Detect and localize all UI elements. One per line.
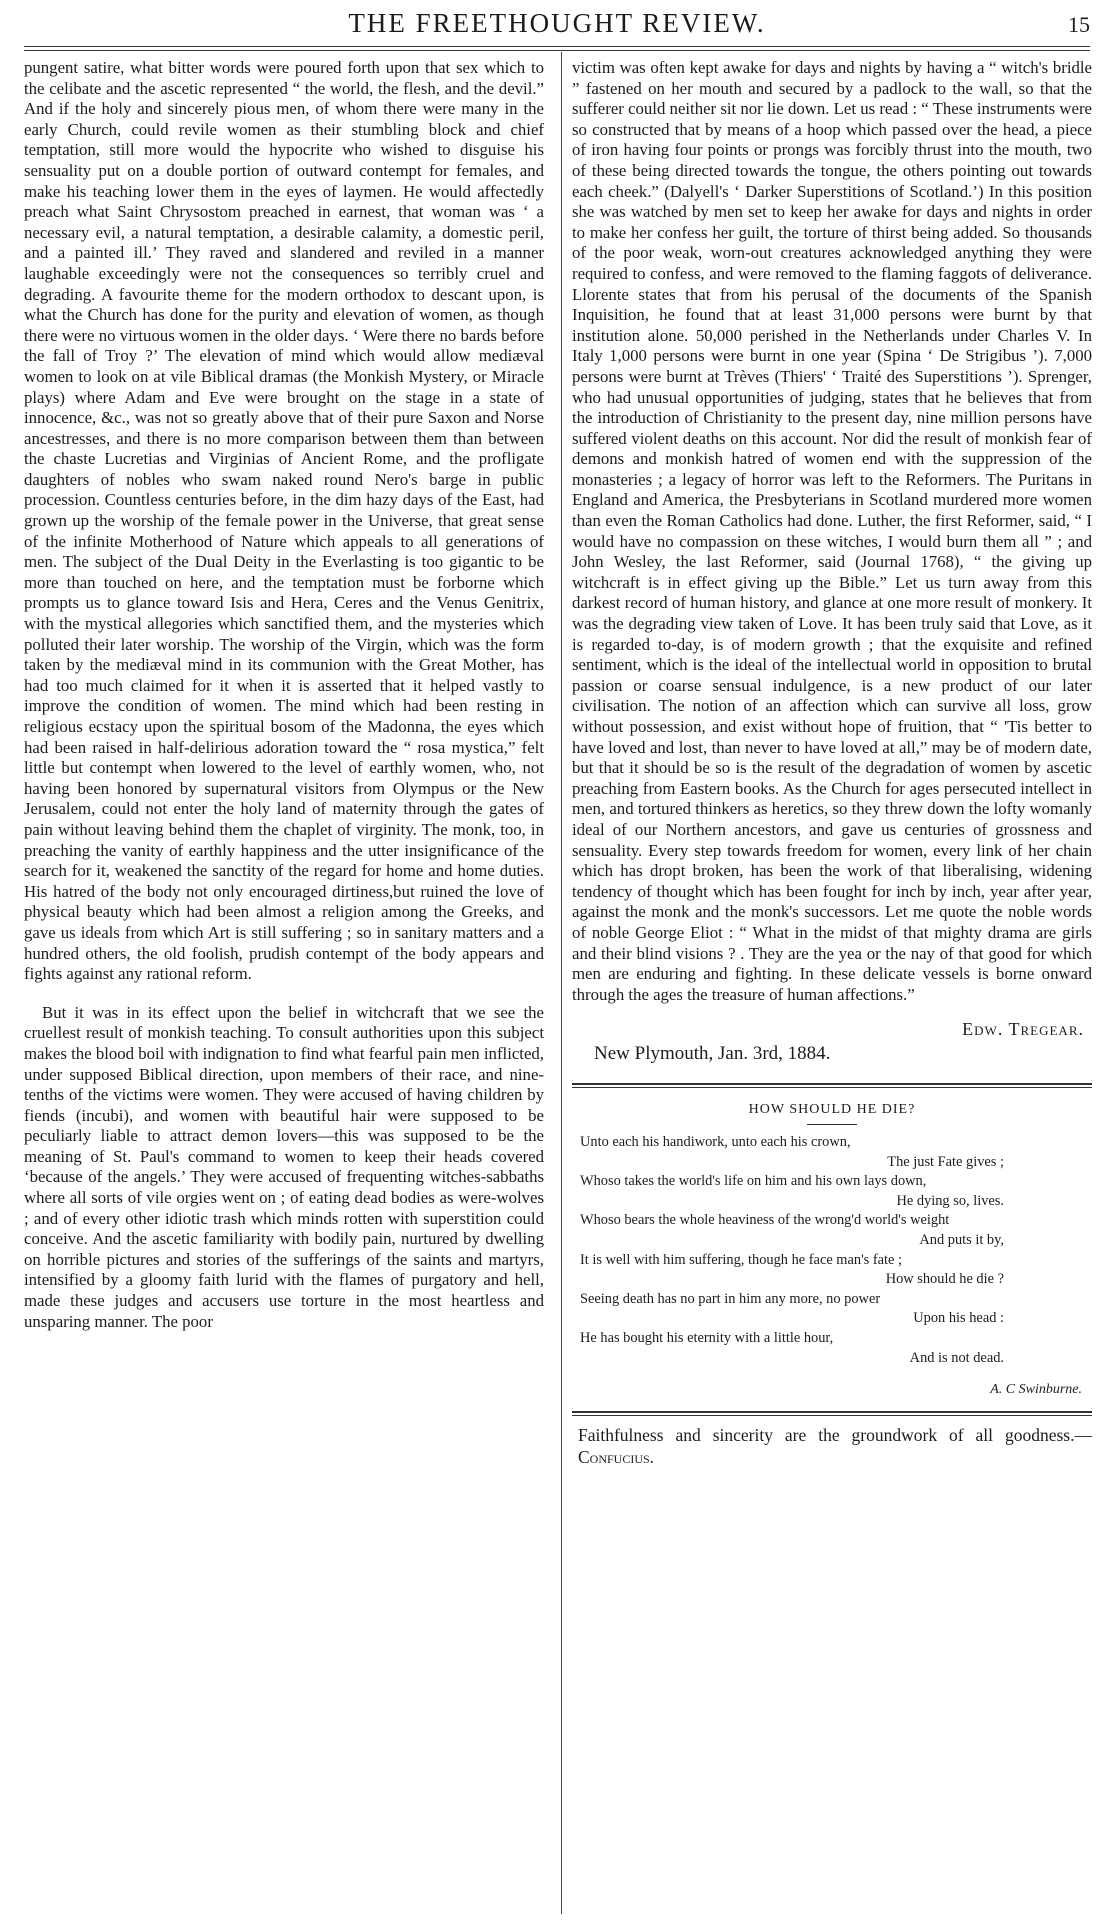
right-paragraph-1: victim was often kept awake for days and nights by having a “ witch's bridle ” fastened on her mouth and secured by a padlock to the wall, so that the sufferer could neither sit nor lie down. Let us read : “ These instruments were so constructed that by means of a hoop which passed over the head, a piece of iron having four points or prongs was forcibly thrust into the mouth, two of these being directed towards the tongue, the others pointing out towards each cheek.” (Dalyell's ‘ Darker Superstitions of Scotland.’) In this position she was watched by men set to keep her awake for days and nights in order to make her confess her guilt, the torture of thirst being added. So thousands of the poor weak, worn-out creatures acknowledged anything they were required to confess, and were removed to the flaming faggots of deliverance. Llorente states that from his perusal of the documents of the Spanish Inquisition, he found that at least 31,000 persons were burnt by that institution alone. 50,000 perished in the Netherlands under Charles V. In Italy 1,000 persons were burnt in one year (Spina ‘ De Strigibus ’). 7,000 persons were burnt at Trèves (Thiers' ‘ Traité des Superstitions ’). Sprenger, who had unusual opportunities of judging, states that he believes that from the introduction of Christianity to the present day, nine million persons have suffered violent deaths on this account. Nor did the result of monkish fear of demons and monkish hatred of women end with the suppression of the monasteries ; a legacy of horror was left to the Reformers. The Puritans in England and America, the Presbyterians in Scotland murdered more women than even the Roman Catholics had done. Luther, the first Reformer, said, “ I would have no compassion on these witches, I would burn them all ” ; and John Wesley, the last Reformer, said (Journal 1768), “ the giving up witchcraft is in effect giving up the Bible.” Let us turn away from this darkest record of human history, and glance at one more result of monkery. It was the degrading view taken of Love. It has been truly said that Love, as it is regarded to-day, is of modern growth ; that the exquisite and refined sentiment, which is the ideal of the intellectual world in opposition to brutal passion or coarse sensual indulgence, is a new product of our later civilisation. The notion of an affection which can survive all loss, grow without possession, and exist without hope of fruition, that “ 'Tis better to have loved and lost, than never to have loved at all,” may be of modern date, but that it should be so is the result of the degradation of women by ascetic preaching from Eastern books. As the Church for ages persecuted intellect in men, and tortured thinkers as heretics, so they threw down the lofty womanly ideal of our Northern ancestors, and gave us centuries of grossness and sensuality. Every step towards freedom for women, every link of her chain which has dropt broken, has been the work of that liberalising, widening tendency of thought which has been fought for inch by inch, year after year, against the monk and the monk's successors. Let me quote the noble words of noble George Eliot : “ What in the midst of that mighty drama are girls and their blind visions ? . They are the yea or the nay of that good for which men are enduring and fighting. In these delicate vessels is borne onward through the ages the treasure of human affections.” [572,58,1092,1004]
right-column [572,58,1092,1468]
poem-line: Unto each his handiwork, unto each his crown, [580,1134,851,1151]
poem-credit: A. C Swinburne. [990,1382,1082,1398]
poem-line: Whoso bears the whole heaviness of the wrong'd world's weight [580,1212,950,1229]
poem-line: Seeing death has no part in him any more, no power [580,1290,881,1307]
quote-text [572,1424,1092,1468]
article-dateline: New Plymouth, Jan. 3rd, 1884. [594,1042,831,1064]
poem-line: He has bought his eternity with a little hour, [580,1330,834,1347]
poem-section [572,1083,1092,1401]
poem-line: The just Fate gives ; [887,1153,1004,1170]
left-paragraph-2: But it was in its effect upon the belief in witchcraft that we see the cruellest result of monkish teaching. To consult authorities upon this subject makes the blood boil with indignation to find what fearful pain men inflicted, under supposed Biblical direction, upon members of their race, and nine-tenths of the victims were women. They were accused of having children by fiends (incubi), and women with beautiful hair were supposed to be peculiarly liable to attract demon lovers—this was supposed to be the meaning of St. Paul's command to women to keep their heads covered ‘because of the angels.’ They were accused of frequenting witches-sabbaths where all sorts of vile orgies went on ; of eating dead bodies as were-wolves ; and of every other idiotic trash which minds rotten with superstition could conceive. And the ascetic familiarity with bodily pain, nurtured by dwelling on horrible pictures and stories of the sufferings of the saints and martyrs, intensified by a gloomy faith lurid with the flames of purgatory and hell, made these judges and accusers use torture in the most heartless and unsparing manner. The poor [24,1002,544,1331]
poem-line: Whoso takes the world's life on him and his own lays down, [580,1173,927,1190]
quote-body: Faithfulness and sincerity are the groundwork of all goodness.— [578,1424,1092,1445]
poem-line: And puts it by, [919,1232,1004,1249]
journal-title: THE FREETHOUGHT REVIEW. [348,8,766,38]
header-rule-secondary [24,50,1090,51]
poem-line: He dying so, lives. [896,1192,1004,1209]
header-rule [24,46,1090,47]
page-number: 15 [1068,12,1090,37]
quote-author: Confucius. [578,1446,655,1467]
poem-line: How should he die ? [885,1271,1004,1288]
poem-body [572,1133,1092,1368]
poem-title: HOW SHOULD HE DIE? [748,1101,916,1117]
poem-line: Upon his head : [913,1310,1004,1327]
poem-title-rule [807,1124,857,1125]
quote-section [572,1411,1092,1468]
left-paragraph-1: pungent satire, what bitter words were poured forth upon that sex which to the celibate and the ascetic represented “ the world, the flesh, and the devil.” And if the holy and sincerely pious men, of whom there were many in the early Church, could revile women as their stumbling block and chief temptation, still more would the hypocrite who wished to disguise his sensuality put on a double portion of outward contempt for females, and make his teaching lower them in the eyes of laymen. He would affectedly preach what Saint Chrysostom preached in earnest, that woman was ‘ a necessary evil, a natural temptation, a desirable calamity, a domestic peril, and a painted ill.’ They raved and slandered and reviled in a manner laughable exceedingly were not the consequences so terribly cruel and degrading. A favourite theme for the modern orthodox to descant upon, is what the Church has done for the purity and elevation of women, as though there were no virtuous women in the older days. ‘ Were there no bards before the fall of Troy ?’ The elevation of mind which would allow mediæval women to look on at vile Biblical dramas (the Monkish Mystery, or Miracle plays) where Adam and Eve were brought on the stage in a state of innocence, &c., was not so greatly above that of their pure Saxon and Norse ancestresses, and there is no more comparison between them than between the chaste Lucretias and Virginias of Ancient Rome, and the profligate daughters of nobles who swam naked round Nero's barge in public procession. Countless centuries before, in the dim hazy days of the East, had grown up the worship of the female power in the Universe, that great sense of the infinite Motherhood of Nature which appeals to all generations of men. The subject of the Dual Deity in the Everlasting is too gigantic to be more than touched on here, and the temptation must be forborne which prompts us to glance toward Isis and Hera, Ceres and the Venus Genitrix, with the mystical allegories which sanctified them, and the mysteries which polluted their later worship. The worship of the Virgin, which was the form taken by the mediæval mind in its communion with the Great Mother, has had too much claimed for it when it is asserted that it helped vastly to improve the condition of women. The mind which had been resting in religious ecstacy upon the spiritual bosom of the Madonna, the eyes which had been raised in half-delirious adoration toward the “ rosa mystica,” felt little but contempt when lowered to the level of earthly women, who, not having been honored by supernatural visitors from Olympus or the New Jerusalem, could not enter the holy land of maternity through the gates of pain without leaving behind them the chaplet of virginity. The monk, too, in preaching the vanity of earthly happiness and the utter insignificance of the search for it, weakened the sanctity of the regard for home and home duties. His hatred of the body not only encouraged dirtiness,but ruined the love of physical beauty which had been almost a religion among the Greeks, and gave us ideals from which Art is still suffering ; so in sanitary matters and a hundred others, the old foolish, prudish contempt of the body appears and fights against any rational reform. [24,58,544,984]
poem-line: It is well with him suffering, though he face man's fate ; [580,1251,903,1268]
poem-line: And is not dead. [909,1349,1004,1366]
page-header [24,6,1090,40]
left-column [24,58,544,1332]
column-divider [561,52,562,1914]
author-signature: Edw. Tregear. [962,1019,1084,1040]
